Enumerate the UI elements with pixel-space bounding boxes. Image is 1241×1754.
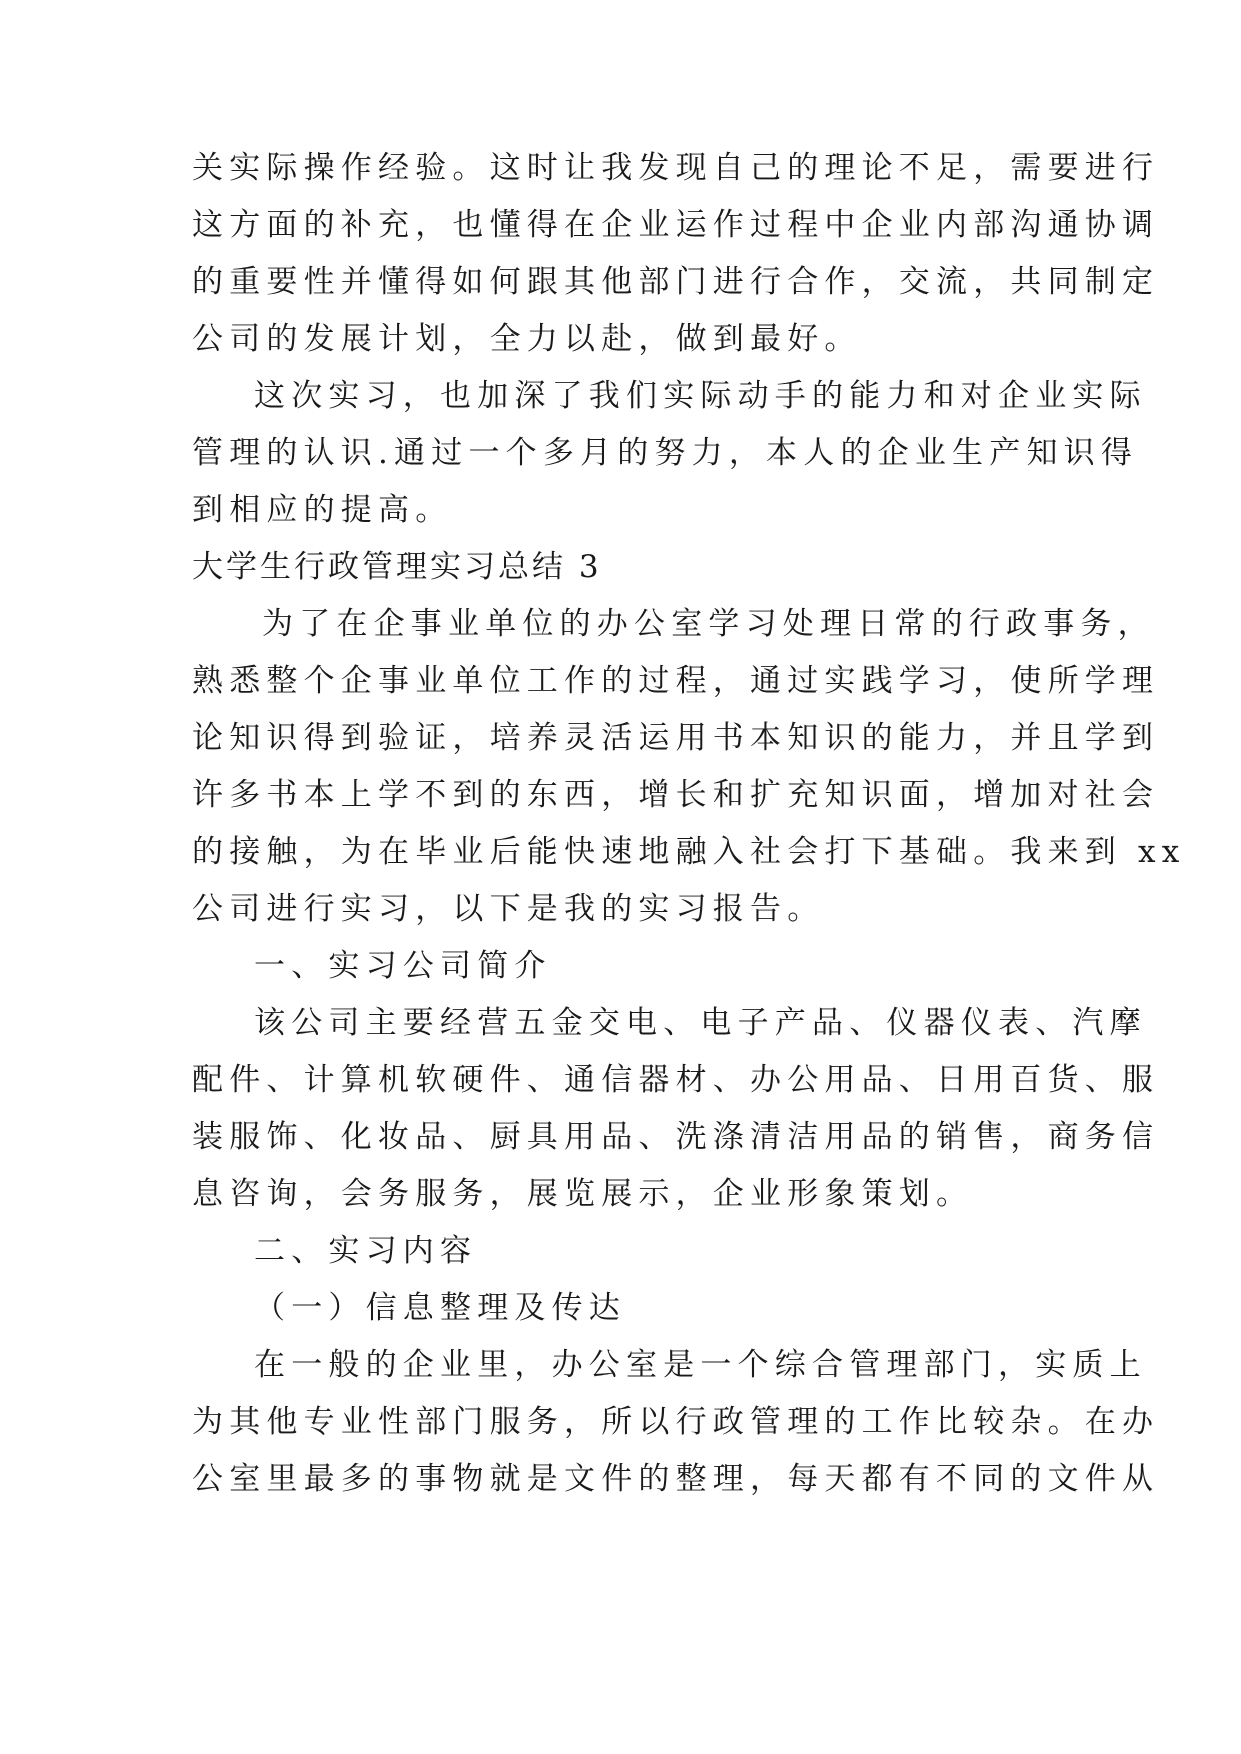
paragraph-line: 公司的发展计划，全力以赴，做到最好。 [192,321,862,357]
paragraph-line: 论知识得到验证，培养灵活运用书本知识的能力，并且学到 [192,720,1160,756]
paragraph-line: 管理的认识.通过一个多月的努力，本人的企业生产知识得 [192,435,1139,471]
paragraph-line: 为了在企事业单位的办公室学习处理日常的行政事务， [262,606,1155,642]
paragraph-line: 这次实习，也加深了我们实际动手的能力和对企业实际 [254,378,1147,414]
paragraph-line: 装服饰、化妆品、厨具用品、洗涤清洁用品的销售，商务信 [192,1119,1160,1155]
paragraph-line: 公司进行实习，以下是我的实习报告。 [192,891,825,927]
paragraph-line: 公室里最多的事物就是文件的整理，每天都有不同的文件从 [192,1461,1160,1497]
subheading: （一）信息整理及传达 [254,1290,626,1326]
paragraph-line: 这方面的补充，也懂得在企业运作过程中企业内部沟通协调 [192,207,1160,243]
paragraph-line: 该公司主要经营五金交电、电子产品、仪器仪表、汽摩 [254,1005,1147,1041]
section-title: 大学生行政管理实习总结 3 [192,549,602,585]
subheading: 一、实习公司简介 [254,948,552,984]
paragraph-line: 许多书本上学不到的东西，增长和扩充知识面，增加对社会 [192,777,1160,813]
paragraph-line: 在一般的企业里，办公室是一个综合管理部门，实质上 [254,1347,1147,1383]
paragraph-line: 的接触，为在毕业后能快速地融入社会打下基础。我来到 xx [192,834,1186,870]
paragraph-line: 为其他专业性部门服务，所以行政管理的工作比较杂。在办 [192,1404,1160,1440]
paragraph-line: 熟悉整个企事业单位工作的过程，通过实践学习，使所学理 [192,663,1160,699]
paragraph-line: 配件、计算机软硬件、通信器材、办公用品、日用百货、服 [192,1062,1160,1098]
paragraph-line: 关实际操作经验。这时让我发现自己的理论不足，需要进行 [192,150,1160,186]
subheading: 二、实习内容 [254,1233,478,1269]
paragraph-line: 的重要性并懂得如何跟其他部门进行合作，交流，共同制定 [192,264,1160,300]
paragraph-line: 到相应的提高。 [192,492,453,528]
paragraph-line: 息咨询，会务服务，展览展示，企业形象策划。 [192,1176,974,1212]
